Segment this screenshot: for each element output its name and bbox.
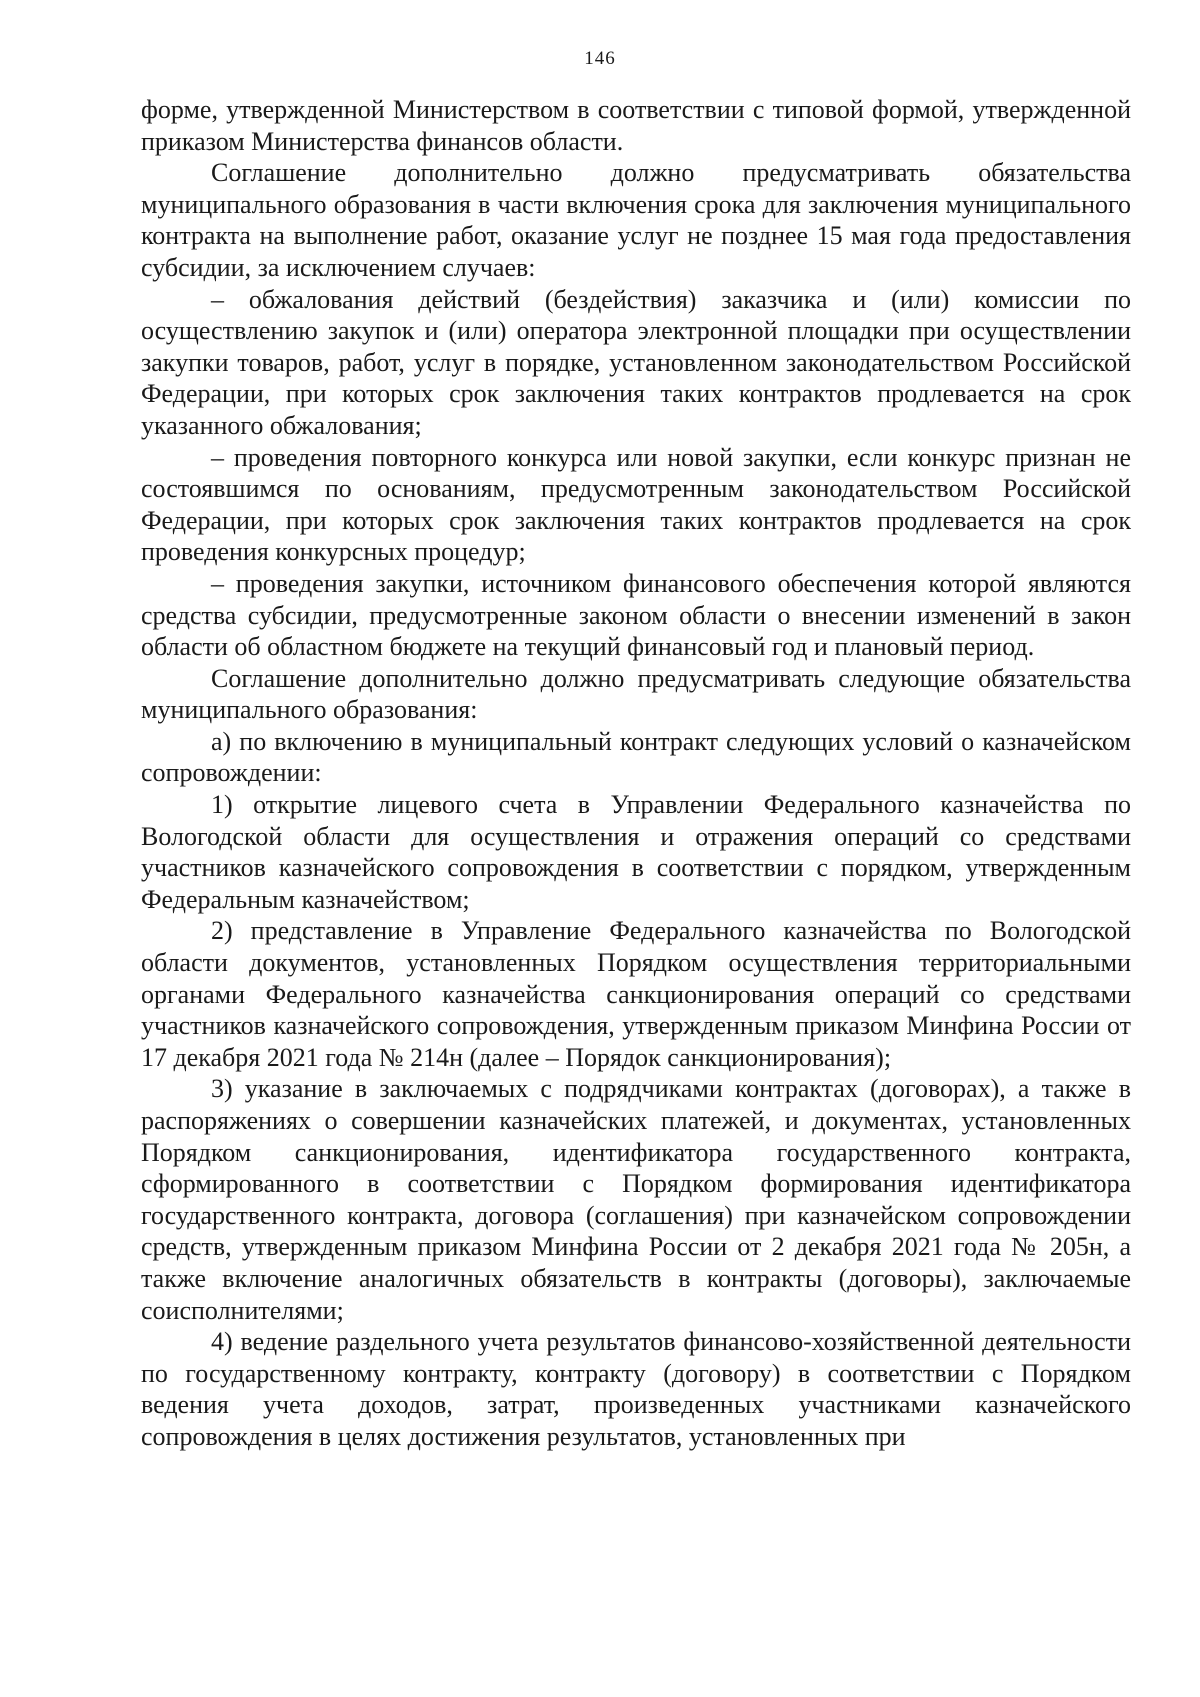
list-item-4: 4) ведение раздельного учета результатов финансово-хозяйственной деятельности по государственному контракту, контракту (договору) в соответствии с Порядком ведения учета доходов, затрат, произведенных участниками казначейского сопровождения в целях достижения результатов, установленных при xyxy=(141,1327,1131,1451)
list-item-repeat-tender: – проведения повторного конкурса или новой закупки, если конкурс признан не состоявшимся по основаниям, предусмотренным законодательством Российской Федерации, при которых срок заключения таких контрактов продлевается на срок проведения конкурсных процедур; xyxy=(141,442,1131,567)
paragraph-additional-obligations: Соглашение дополнительно должно предусматривать следующие обязательства муниципального образования: xyxy=(141,663,1131,725)
document-body xyxy=(141,94,1131,1453)
page-number: 146 xyxy=(584,48,616,69)
paragraph-agreement-obligations: Соглашение дополнительно должно предусматривать обязательства муниципального образования в части включения срока для заключения муниципального контракта на выполнение работ, оказание услуг не позднее 15 мая года предоставления субсидии, за исключением случаев: xyxy=(141,158,1131,282)
list-item-3: 3) указание в заключаемых с подрядчиками контрактах (договорах), а также в распоряжениях о совершении казначейских платежей, и документах, установленных Порядком санкционирования, идентификатора государственного контракта, сформированного в соответствии с Порядком формирования идентификатора государственного контракта, договора (соглашения) при казначейском сопровождении средств, утвержденным приказом Минфина России от 2 декабря 2021 года № 205н, а также включение аналогичных обязательств в контракты (договоры), заключаемые соисполнителями; xyxy=(141,1074,1131,1325)
list-item-1: 1) открытие лицевого счета в Управлении Федерального казначейства по Вологодской области для осуществления и отражения операций со средствами участников казначейского сопровождения в соответствии с порядком, утвержденным Федеральным казначейством; xyxy=(141,790,1131,914)
paragraph-continuation: форме, утвержденной Министерством в соответствии с типовой формой, утвержденной приказом Министерства финансов области. xyxy=(141,95,1131,156)
list-item-a: а) по включению в муниципальный контракт следующих условий о казначейском сопровождении: xyxy=(141,726,1131,788)
list-item-procurement-subsidy: – проведения закупки, источником финансового обеспечения которой являются средства субсидии, предусмотренные законом области о внесении изменений в закон области об областном бюджете на текущий финансовый год и плановый период. xyxy=(141,568,1131,662)
list-item-appeal: – обжалования действий (бездействия) заказчика и (или) комиссии по осуществлению закупок и (или) оператора электронной площадки при осуществлении закупки товаров, работ, услуг в порядке, установленном законодательством Российской Федерации, при которых срок заключения таких контрактов продлевается на срок указанного обжалования; xyxy=(141,284,1131,440)
list-item-2: 2) представление в Управление Федерального казначейства по Вологодской области документов, установленных Порядком осуществления территориальными органами Федерального казначейства санкционирования операций со средствами участников казначейского сопровождения, утвержденным приказом Минфина России от 17 декабря 2021 года № 214н (далее – Порядок санкционирования); xyxy=(141,916,1131,1072)
